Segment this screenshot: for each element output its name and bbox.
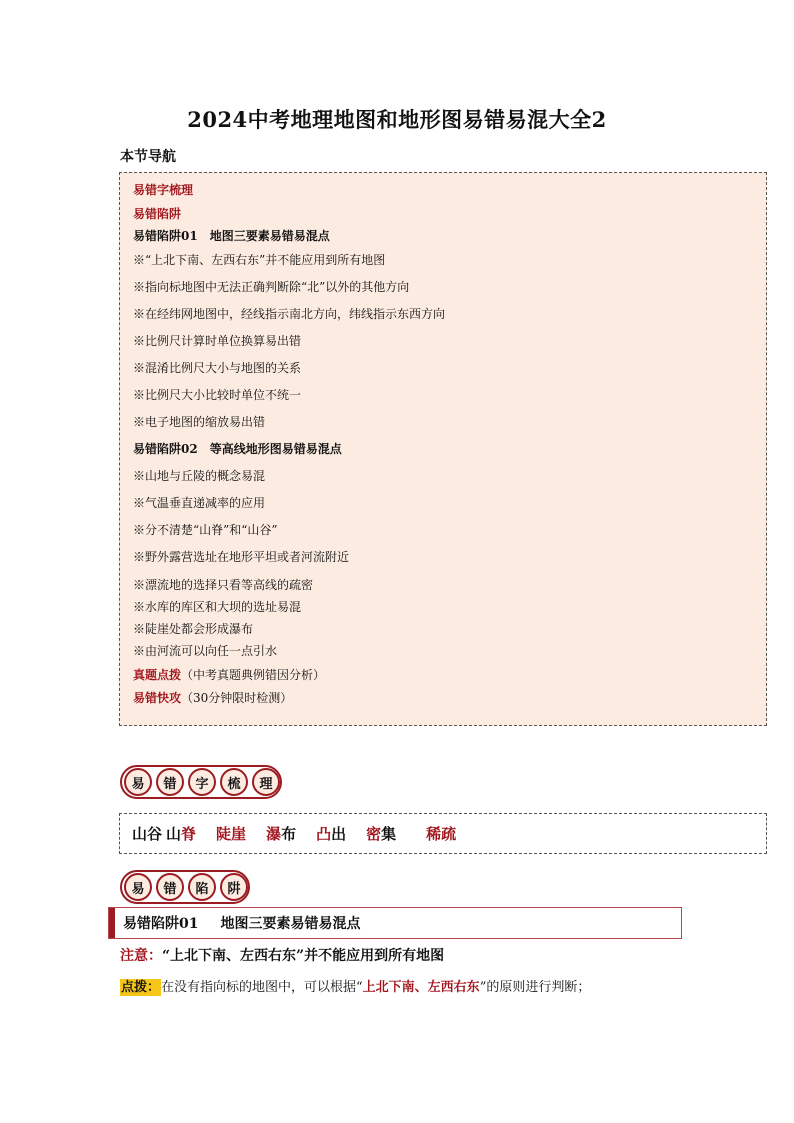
nav-item[interactable]: ※陡崖处都会形成瀑布 [133,622,254,636]
trap01-label: 易错陷阱01 [123,916,199,932]
nav-item[interactable]: ※比例尺计算时单位换算易出错 [133,334,302,348]
word: 集 [381,825,397,843]
nav-item[interactable]: ※山地与丘陵的概念易混 [133,469,266,483]
tip-pre: 在没有指向标的地图中，可以根据“ [161,980,363,995]
nav-item[interactable]: ※野外露营选址在地形平坦或者河流附近 [133,550,350,564]
section-badge-traps-letters [120,873,248,901]
nav-item[interactable]: ※漂流地的选择只看等高线的疏密 [133,578,314,592]
badge-char: 错 [156,873,184,901]
tip-post: ”的原则进行判断； [479,980,591,995]
nav-item-kuaigong[interactable] [133,690,292,706]
badge-char: 陷 [188,873,216,901]
nav-zhenti-note: （中考真题典例错因分析） [181,668,326,682]
nav-item[interactable]: ※在经纬网地图中，经线指示南北方向，纬线指示东西方向 [133,307,446,321]
wrong-char-box [119,813,767,854]
badge-char: 理 [252,768,280,796]
word: 山谷 [132,825,163,843]
trap01-header [108,907,682,939]
nav-item[interactable]: 易错陷阱01 地图三要素易错易混点 [133,229,330,243]
nav-item[interactable]: ※指向标地图中无法正确判断除“北”以外的其他方向 [133,280,410,294]
nav-item[interactable]: ※水库的库区和大坝的选址易混 [133,600,302,614]
note-label: 注意： [120,948,162,964]
nav-item[interactable]: 易错字梳理 [133,183,194,197]
word: 密 [366,825,382,843]
nav-item-zhenti[interactable] [133,667,325,683]
badge-char: 错 [156,768,184,796]
nav-zhenti-label: 真题点拨 [133,668,182,682]
nav-item[interactable]: ※气温垂直递减率的应用 [133,496,266,510]
badge-char: 易 [124,873,152,901]
nav-item[interactable]: ※由河流可以向任一点引水 [133,644,278,658]
word: 脊 [181,825,197,843]
nav-item[interactable]: 易错陷阱02 等高线地形图易错易混点 [133,442,342,456]
nav-item[interactable]: 易错陷阱 [133,207,182,221]
badge-char: 阱 [220,873,248,901]
section-badge-wrong-chars-letters [120,768,280,796]
nav-item[interactable]: ※混淆比例尺大小与地图的关系 [133,361,302,375]
badge-char: 字 [188,768,216,796]
word: 山 [166,825,182,843]
nav-item[interactable]: ※分不清楚“山脊”和“山谷” [133,523,278,537]
word: 出 [331,825,347,843]
tip-highlight: 上北下南、左西右东 [362,980,480,995]
note-text: “上北下南、左西右东”并不能应用到所有地图 [162,948,445,964]
badge-char: 易 [124,768,152,796]
word: 瀑 [266,825,282,843]
note-line [120,945,444,965]
word: 凸 [316,825,332,843]
nav-box [119,172,767,726]
tip-line [120,976,590,995]
nav-kuaigong-note: （30分钟限时检测） [181,691,293,705]
word: 稀疏 [426,825,457,843]
trap01-title: 地图三要素易错易混点 [220,916,361,932]
nav-item[interactable]: ※电子地图的缩放易出错 [133,415,266,429]
word: 陡崖 [216,825,247,843]
badge-char: 梳 [220,768,248,796]
nav-item[interactable]: ※比例尺大小比较时单位不统一 [133,388,302,402]
page-title: 2024中考地理地图和地形图易错易混大全2 [187,107,607,132]
nav-item[interactable]: ※“上北下南、左西右东”并不能应用到所有地图 [133,253,386,267]
word: 布 [281,825,297,843]
nav-heading: 本节导航 [120,149,176,165]
tip-tag: 点拨： [121,980,161,995]
trap01-accent-bar [109,908,115,938]
nav-kuaigong-label: 易错快攻 [133,691,182,705]
